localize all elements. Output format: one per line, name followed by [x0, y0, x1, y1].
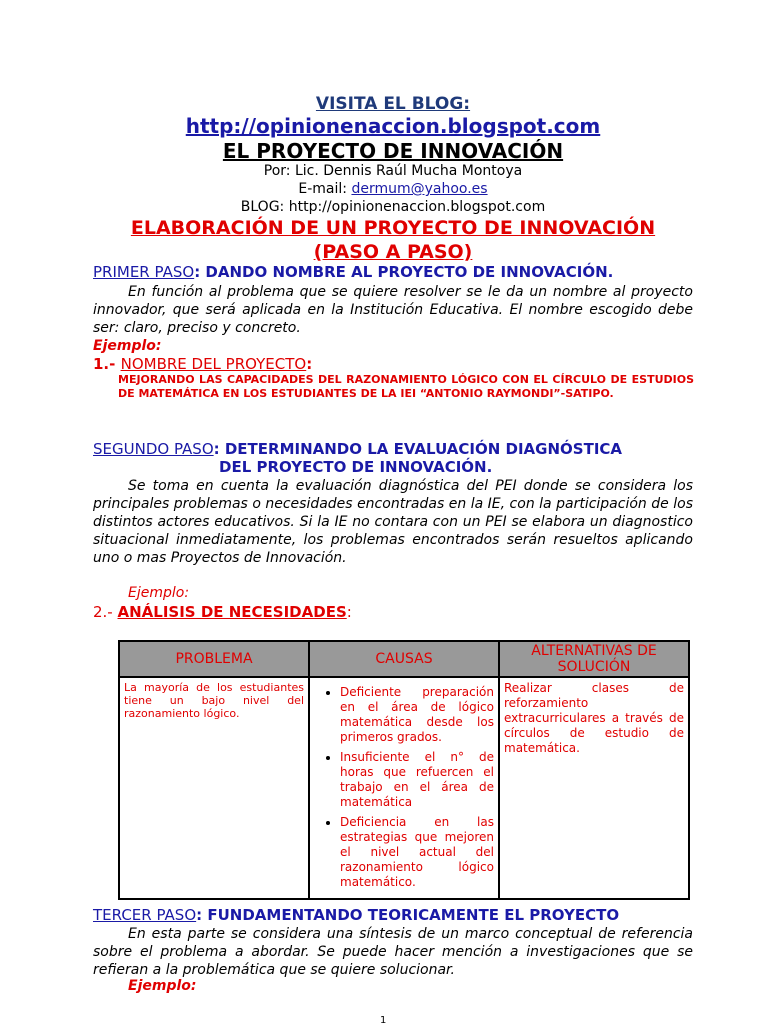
project-title: EL PROYECTO DE INNOVACIÓN — [222, 139, 564, 163]
author-line: Por: Lic. Dennis Raúl Mucha Montoya — [263, 163, 523, 179]
step3-example-label: Ejemplo: — [128, 978, 197, 994]
step1-heading — [93, 263, 693, 281]
step2-label: SEGUNDO PASO — [93, 440, 214, 458]
step3-label: TERCER PASO — [93, 906, 197, 924]
step2-colon: : — [213, 440, 220, 458]
problem-cell: La mayoría de los estudiantes tiene un bajo nivel del razonamiento lógico. — [119, 677, 309, 899]
main-title-line2: (PASO A PASO) — [313, 241, 473, 263]
page-number: 1 — [380, 1015, 387, 1026]
main-title — [93, 216, 693, 264]
step2-number-heading — [93, 603, 693, 621]
cause-item: • Insuficiente el n° de horas que refuercen el trabajo en el área de matemática — [340, 750, 494, 810]
cause-item: • Deficiente preparación en el área de lógico matemática desde los primeros grados. — [340, 685, 494, 745]
main-title-line1: ELABORACIÓN DE UN PROYECTO DE INNOVACIÓN — [130, 217, 656, 239]
step3-paragraph: En esta parte se considera una síntesis de un marco conceptual de referencia sobre el problema a abordar. Se puede hacer mención a investigaciones que se refieran a la problemática que se quiere solucionar. — [93, 926, 693, 978]
step2-number-colon: : — [346, 603, 352, 621]
table-header-row — [119, 641, 689, 677]
needs-analysis-table — [118, 640, 690, 900]
table-header-causes: CAUSAS — [309, 641, 499, 677]
step1-title: DANDO NOMBRE AL PROYECTO DE INNOVACIÓN. — [200, 263, 614, 281]
step1-number: 1.- — [93, 355, 121, 373]
step3-title: FUNDAMENTANDO TEORICAMENTE EL PROYECTO — [202, 906, 620, 924]
step2-number-label: ANÁLISIS DE NECESIDADES — [117, 603, 347, 621]
solution-cell: Realizar clases de reforzamiento extracurriculares a través de círculos de estudio de matemática. — [499, 677, 689, 899]
cause-item: • Deficiencia en las estrategias que mejoren el nivel actual del razonamiento lógico matemático. — [340, 815, 494, 890]
step1-example-label: Ejemplo: — [93, 338, 162, 354]
step1-colon: : — [194, 263, 201, 281]
blog-url-link[interactable]: http://opinionenaccion.blogspot.com — [185, 114, 601, 138]
table-header-solutions: ALTERNATIVAS DE SOLUCIÓN — [499, 641, 689, 677]
step1-paragraph: En función al problema que se quiere resolver se le da un nombre al proyecto innovador, que será aplicada en la Institución Educativa. El nombre escogido debe ser: claro, preciso y concreto. — [93, 284, 693, 336]
table-header-problem: PROBLEMA — [119, 641, 309, 677]
step2-paragraph: Se toma en cuenta la evaluación diagnóstica del PEI donde se considera los principales problemas o necesidades encontradas en la IE, con la participación de los distintos actores educativos. Si la IE no contara con un PEI se elabora un diagnostico situacional inmediatamente, los problemas encontrados serán resueltos aplicando uno o mas Proyectos de Innovación. — [93, 478, 693, 566]
causes-list — [314, 685, 494, 890]
table-row — [119, 677, 689, 899]
step2-number: 2.- — [93, 603, 118, 621]
project-name-text: MEJORANDO LAS CAPACIDADES DEL RAZONAMIENTO LÓGICO CON EL CÍRCULO DE ESTUDIOS DE MATEMÁTICA EN LOS ESTUDIANTES DE LA IEI “ANTONIO RAYMONDI”-SATIPO. — [118, 373, 694, 400]
step2-title-line1: DETERMINANDO LA EVALUACIÓN DIAGNÓSTICA — [219, 440, 623, 458]
step1-number-heading — [93, 355, 693, 373]
blog-line: BLOG: http://opinionenaccion.blogspot.com — [240, 199, 546, 215]
step2-title-line2: DEL PROYECTO DE INNOVACIÓN. — [219, 458, 493, 476]
step1-number-label: NOMBRE DEL PROYECTO — [120, 355, 307, 373]
causes-cell — [309, 677, 499, 899]
email-line — [93, 181, 693, 197]
step2-heading — [93, 440, 693, 476]
email-link[interactable]: dermum@yahoo.es — [351, 181, 488, 197]
step3-colon: : — [196, 906, 203, 924]
step2-example-label: Ejemplo: — [128, 585, 190, 601]
email-label: E-mail: — [298, 181, 352, 197]
step3-heading — [93, 906, 693, 924]
step1-label: PRIMER PASO — [93, 263, 195, 281]
step1-number-colon: : — [306, 355, 313, 373]
visit-blog-heading: VISITA EL BLOG: — [315, 94, 471, 114]
